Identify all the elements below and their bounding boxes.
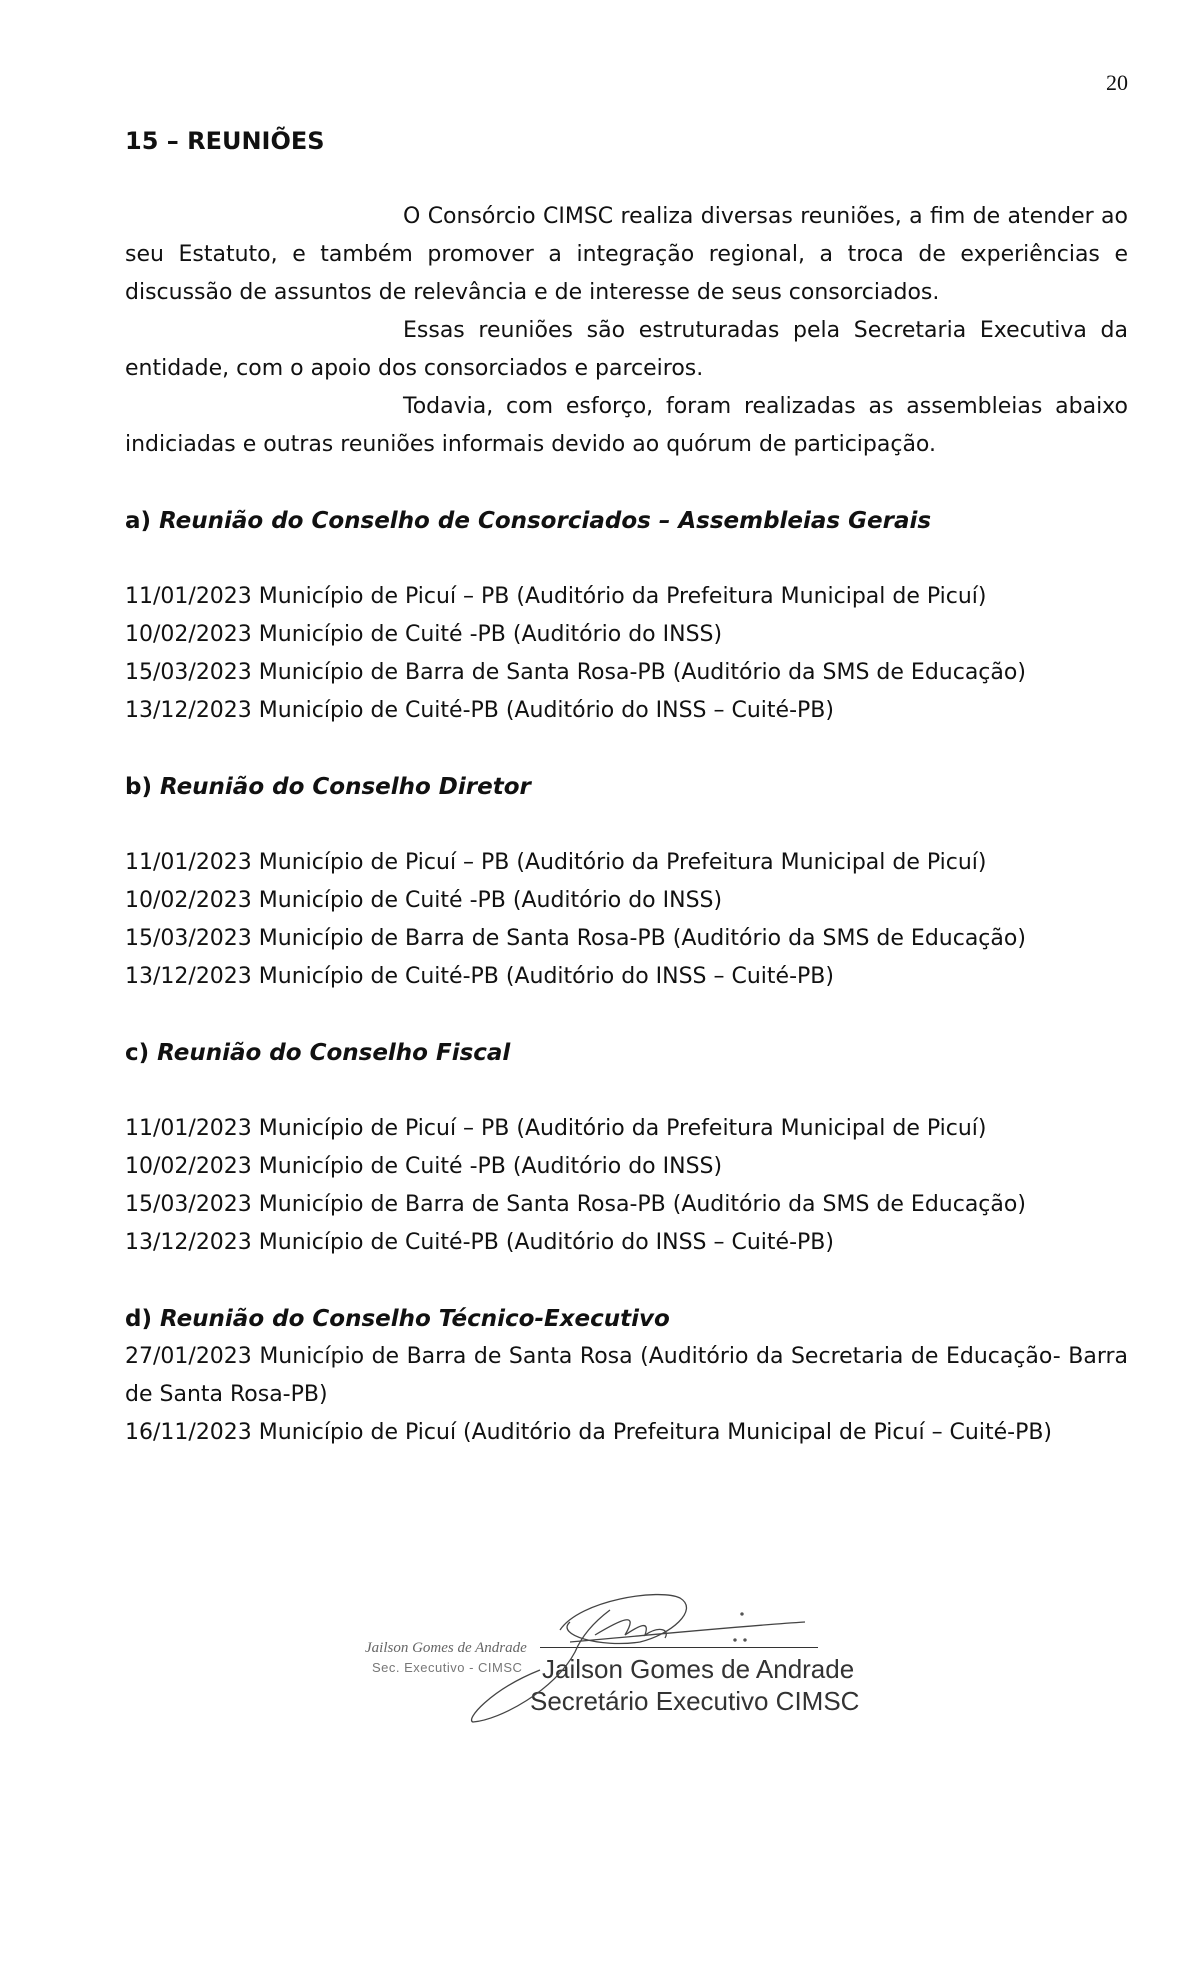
list-item: 11/01/2023 Município de Picuí – PB (Auditório da Prefeitura Municipal de Picuí) [125,1116,987,1141]
subsection-letter: c) [125,1040,150,1066]
list-item: 11/01/2023 Município de Picuí – PB (Auditório da Prefeitura Municipal de Picuí) [125,850,987,875]
stamp-name: Jailson Gomes de Andrade [365,1640,527,1656]
subsection-title: Reunião do Conselho Diretor [160,774,531,800]
paragraph: Essas reuniões são estruturadas pela Secretaria Executiva da entidade, com o apoio dos consorciados e parceiros. [125,318,1128,381]
subsection-title: Reunião do Conselho de Consorciados – Assembleias Gerais [159,508,932,534]
paragraph: Todavia, com esforço, foram realizadas as assembleias abaixo indiciadas e outras reuniões informais devido ao quórum de participação. [125,394,1128,457]
subsection-heading-a [125,502,1128,540]
document-body [125,122,1128,1452]
list-item: 15/03/2023 Município de Barra de Santa Rosa-PB (Auditório da SMS de Educação) [125,1192,1026,1217]
subsection-heading-b [125,768,1128,806]
paragraph: O Consórcio CIMSC realiza diversas reuniões, a fim de atender ao seu Estatuto, e também promover a integração regional, a troca de experiências e discussão de assuntos de relevância e de interesse de seus consorciados. [125,204,1128,305]
subsection-heading-c [125,1034,1128,1072]
list-item: 10/02/2023 Município de Cuité -PB (Auditório do INSS) [125,622,723,647]
subsection-title: Reunião do Conselho Fiscal [157,1040,511,1066]
subsection-letter: b) [125,774,152,800]
signature-block [340,1580,900,1760]
stamp-role: Sec. Executivo - CIMSC [372,1660,523,1675]
list-item: 13/12/2023 Município de Cuité-PB (Auditório do INSS – Cuité-PB) [125,698,834,723]
list-item: 15/03/2023 Município de Barra de Santa Rosa-PB (Auditório da SMS de Educação) [125,926,1026,951]
list-item: 16/11/2023 Município de Picuí (Auditório da Prefeitura Municipal de Picuí – Cuité-PB) [125,1420,1053,1445]
handwritten-signature [340,1580,900,1760]
signer-role: Secretário Executivo CIMSC [530,1686,860,1716]
subsection-heading-d [125,1300,1128,1338]
subsection-letter: a) [125,508,152,534]
list-item: 13/12/2023 Município de Cuité-PB (Auditório do INSS – Cuité-PB) [125,964,834,989]
section-heading: 15 – REUNIÕES [125,127,325,155]
list-item: 11/01/2023 Município de Picuí – PB (Auditório da Prefeitura Municipal de Picuí) [125,584,987,609]
list-item: 13/12/2023 Município de Cuité-PB (Auditório do INSS – Cuité-PB) [125,1230,834,1255]
subsection-title: Reunião do Conselho Técnico-Executivo [160,1306,670,1332]
list-item: 15/03/2023 Município de Barra de Santa Rosa-PB (Auditório da SMS de Educação) [125,660,1026,685]
list-item: 10/02/2023 Município de Cuité -PB (Auditório do INSS) [125,888,723,913]
list-item: 10/02/2023 Município de Cuité -PB (Auditório do INSS) [125,1154,723,1179]
page-number: 20 [1106,70,1128,95]
subsection-letter: d) [125,1306,152,1332]
signer-name: Jailson Gomes de Andrade [542,1654,855,1684]
list-item: 27/01/2023 Município de Barra de Santa Rosa (Auditório da Secretaria de Educação- Barra de Santa Rosa-PB) [125,1344,1128,1407]
